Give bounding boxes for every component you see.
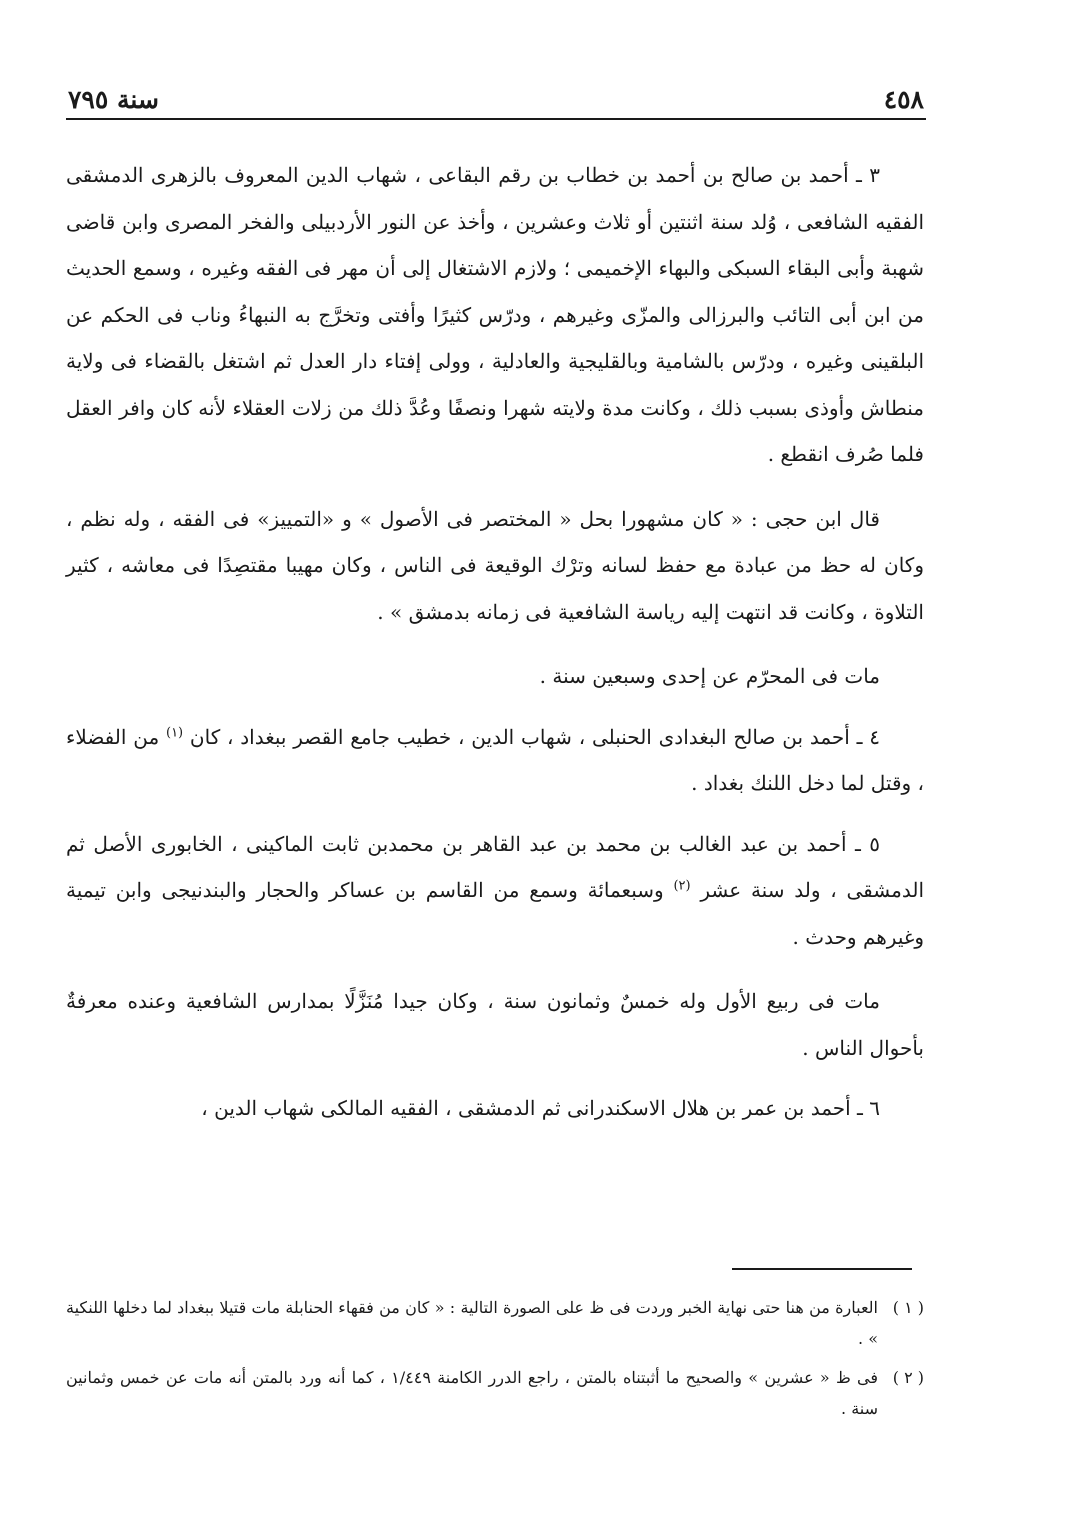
entry-3-quote-paragraph: قال ابن حجى : « كان مشهورا بحل « المختصر فى الأصول » و «التمييز» فى الفقه ، وله نظم ، وكان له حظ من عبادة مع حفظ لسانه وترْك الوقيعة فى الناس ، وكان مهيبا مقتصِدًا فى معاشه ، كثير التلاوة ، وكانت قد انتهت إليه رياسة الشافعية فى زمانه بدمشق » .	[66, 506, 924, 624]
entry-4-text-start: ٤ ـ أحمد بن صالح البغدادى الحنبلى ، شهاب الدين ، خطيب جامع القصر ببغداد ، كان	[189, 724, 881, 749]
entry-5-text-end: وسبعمائة وسمع من القاسم بن عساكر والحجار والبندنيجى وابن تيمية وغيرهم وحدث .	[66, 878, 924, 949]
footnote-marker-1: (١)	[165, 724, 184, 740]
footnote-text: فى ظ « عشرين » والصحيح ما أثبتناه بالمتن ، راجع الدرر الكامنة ١/٤٤٩ ، كما أنه ورد بالمتن أنه مات عن خمس وثمانين سنة .	[66, 1368, 878, 1418]
entry-5-paragraph	[66, 821, 924, 961]
running-header	[68, 70, 924, 114]
footnote-number: ( ١ )	[892, 1298, 924, 1317]
main-text	[66, 152, 924, 1150]
page-number: ٤٥٨	[883, 85, 924, 114]
footnotes	[66, 1292, 924, 1432]
header-divider	[66, 118, 926, 120]
footnote-marker-2: (٢)	[673, 878, 691, 894]
year-heading: سنة ٧٩٥	[68, 85, 159, 114]
entry-5-death-paragraph: مات فى ربيع الأول وله خمسٌ وثمانون سنة ، وكان جيدا مُنَزَّلًا بمدارس الشافعية وعنده معرفةٌ بأحوال الناس .	[66, 989, 924, 1060]
entry-4-text-end: من الفضلاء ، وقتل لما دخل اللنك بغداد .	[66, 724, 924, 795]
entry-5-text-start: ٥ ـ أحمد بن عبد الغالب بن محمد بن عبد القاهر بن محمدبن ثابت الماكينى ، الخابورى الأصل ثم الدمشقى ، ولد سنة عشر	[66, 831, 925, 902]
entry-3-paragraph: ٣ ـ أحمد بن صالح بن أحمد بن خطاب بن رقم البقاعى ، شهاب الدين المعروف بالزهرى الدمشقى الفقيه الشافعى ، وُلد سنة اثنتين أو ثلاث وعشرين ، وأخذ عن النور الأردبيلى والفخر المصرى وابن قاضى شهبة وأبى البقاء السبكى والبهاء الإخميمى ؛ ولازم الاشتغال إلى أن مهر فى الفقه وغيره ، وسمع الحديث من ابن أبى التائب والبرزالى والمزّى وغيرهم ، ودرّس كثيرًا وأفتى وتخرَّج به النبهاءُ وناب فى الحكم عن البلقينى وغيره ، ودرّس بالشامية وبالقليجية والعادلية ، وولى إفتاء دار العدل ثم اشتغل بالقضاء فى ولاية منطاش وأوذى بسبب ذلك ، وكانت مدة ولايته شهرا ونصفًا وعُدَّ ذلك من زلات العقلاء لأنه كان وافر العقل فلما صُرف انقطع .	[66, 163, 924, 466]
entry-6-paragraph: ٦ ـ أحمد بن عمر بن هلال الاسكندرانى ثم الدمشقى ، الفقيه المالكى شهاب الدين ،	[201, 1096, 880, 1120]
footnote-number: ( ٢ )	[892, 1368, 924, 1387]
footnote-2	[66, 1362, 924, 1424]
entry-4-paragraph	[66, 714, 924, 807]
entry-3-death-paragraph: مات فى المحرّم عن إحدى وسبعين سنة .	[539, 664, 880, 688]
footnote-1	[66, 1292, 924, 1354]
footnote-text: العبارة من هنا حتى نهاية الخبر وردت فى ظ على الصورة التالية : « كان من فقهاء الحنابلة مات قتيلا ببغداد لما دخلها اللنكية » .	[66, 1298, 879, 1348]
footnote-divider	[732, 1268, 912, 1270]
